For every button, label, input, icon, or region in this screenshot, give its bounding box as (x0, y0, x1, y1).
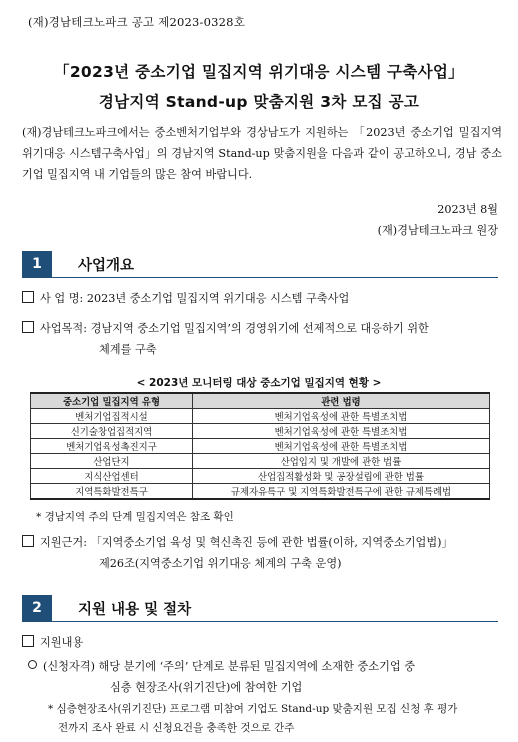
checkbox-icon (22, 535, 34, 547)
purpose-line-1: 경남지역 중소기업 밀집지역’의 경영위기에 선제적으로 대응하기 위한 (90, 322, 429, 335)
section-2-number: 2 (22, 595, 52, 621)
note-line-2: 전까지 조사 완료 시 신청요건을 충족한 것으로 간주 (58, 722, 295, 734)
table-cell: 신기술창업집적지역 (31, 424, 193, 439)
support-content-label: 지원내용 (40, 636, 84, 649)
table-cell: 벤처기업육성에 관한 특별조치법 (193, 409, 490, 424)
checkbox-icon (22, 291, 34, 303)
section-2-header (22, 595, 191, 621)
table-cell: 벤처기업육성에 관한 특별조치법 (193, 439, 490, 454)
page-title: 「2023년 중소기업 밀집지역 위기대응 시스템 구축사업」 (54, 63, 464, 81)
eligibility-item (28, 656, 488, 698)
issuer-name: (재)경남테크노파크 원장 (377, 224, 498, 237)
table-cell: 산업입지 및 개발에 관한 법률 (193, 454, 490, 469)
table-cell: 벤처기업육성에 관한 특별조치법 (193, 424, 490, 439)
table-note: * 경남지역 주의 단계 밀집지역은 참조 확인 (36, 511, 234, 523)
table-title: < 2023년 모니터링 대상 중소기업 밀집지역 현황 > (136, 377, 382, 389)
project-name-label: 사 업 명: (40, 292, 84, 305)
purpose-item (22, 318, 500, 360)
page-subtitle: 경남지역 Stand-up 맞춤지원 3차 모집 공고 (98, 93, 420, 111)
table-cell: 벤처기업육성촉진지구 (31, 439, 193, 454)
section-1-number: 1 (22, 251, 52, 277)
eligibility-line-2: 심층 현장조사(위기진단)에 참여한 기업 (110, 681, 303, 694)
table-cell: 산업단지 (31, 454, 193, 469)
table-row (31, 439, 490, 454)
section-2-divider (22, 621, 498, 622)
table-row (31, 484, 490, 500)
note-line-1: * 심층현장조사(위기진단) 프로그램 미참여 기업도 Stand-up 맞춤지원 모집 신청 후 평가 (48, 703, 458, 715)
eligibility-note (48, 700, 498, 738)
table-row (31, 409, 490, 424)
checkbox-icon (22, 321, 34, 333)
table-cell: 지식산업센터 (31, 469, 193, 484)
intro-paragraph (22, 122, 502, 185)
table-cell: 벤처기업집적시설 (31, 409, 193, 424)
section-1-header (22, 251, 134, 277)
project-name-value: 2023년 중소기업 밀집지역 위기대응 시스템 구축사업 (86, 292, 350, 305)
table-row (31, 454, 490, 469)
basis-item (22, 532, 500, 574)
table-header-row (31, 393, 490, 409)
purpose-label: 사업목적: (40, 322, 87, 335)
announcement-date: 2023년 8월 (437, 203, 498, 216)
eligibility-line-1: (신청자격) 해당 분기에 ‘주의’ 단계로 분류된 밀집지역에 소재한 중소기업 중 (43, 660, 416, 673)
basis-line-2: 제26조(지역중소기업 위기대응 체계의 구축 운영) (99, 557, 342, 570)
table-row (31, 469, 490, 484)
intro-text: (재)경남테크노파크에서는 중소벤처기업부와 경상남도가 지원하는 「2023년 중소기업 밀집지역 위기대응 시스템구축사업」의 경남지역 Stand-up 맞춤지원을 다음과 같이 공고하오니, 경남 중소기업 밀집지역 내 기업들의 많은 참여 바랍니다. (22, 126, 502, 181)
table-row (31, 424, 490, 439)
table-cell: 규제자유특구 및 지역특화발전특구에 관한 규제특례법 (193, 484, 490, 500)
bullet-circle-icon (28, 660, 37, 669)
table-header: 중소기업 밀집지역 유형 (31, 393, 193, 409)
section-2-title: 지원 내용 및 절차 (78, 601, 192, 618)
checkbox-icon (22, 635, 34, 647)
purpose-line-2: 체계를 구축 (99, 343, 157, 356)
table-cell: 산업집적활성화 및 공장설립에 관한 법률 (193, 469, 490, 484)
support-content-item (22, 632, 500, 653)
notice-number: (재)경남테크노파크 공고 제2023-0328호 (28, 15, 246, 29)
section-1-title: 사업개요 (78, 257, 135, 274)
table-cell: 지역특화발전특구 (31, 484, 193, 500)
basis-label: 지원근거: (40, 536, 87, 549)
table-header: 관련 법령 (193, 393, 490, 409)
zones-table (30, 392, 490, 500)
project-name-item (22, 288, 500, 309)
section-1-divider (22, 277, 498, 278)
basis-line-1: 「지역중소기업 육성 및 혁신촉진 등에 관한 법률(이하, 지역중소기업법)」 (90, 536, 453, 549)
